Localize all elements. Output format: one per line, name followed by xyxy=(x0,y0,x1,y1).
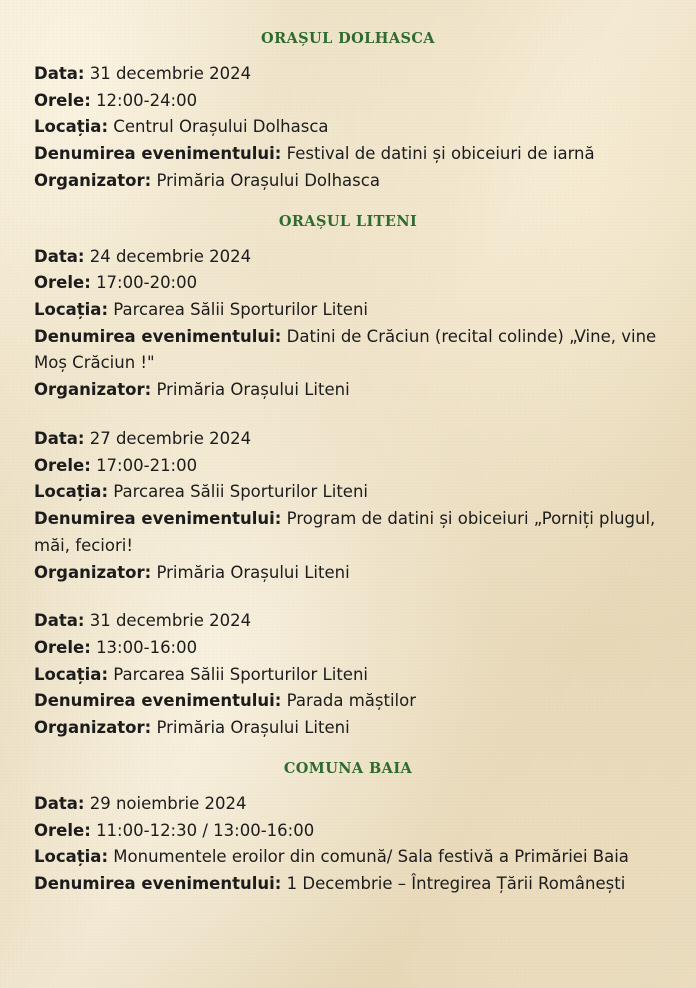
row-value: Parcarea Sălii Sporturilor Liteni xyxy=(113,664,368,684)
event-row-locatia xyxy=(34,662,662,689)
row-value: 11:00-12:30 / 13:00-16:00 xyxy=(96,820,315,840)
event-row-organizator xyxy=(34,168,662,195)
row-value: Primăria Orașului Liteni xyxy=(156,718,350,738)
row-value: Primăria Orașului Liteni xyxy=(156,562,350,582)
event-row-data xyxy=(34,608,662,635)
row-value: 31 decembrie 2024 xyxy=(89,64,252,83)
row-label: Data: xyxy=(34,428,85,448)
event-row-locatia xyxy=(34,114,662,141)
row-label: Denumirea evenimentului: xyxy=(34,326,282,346)
row-value: 13:00-16:00 xyxy=(96,637,198,657)
document-content xyxy=(34,30,662,898)
row-value: 17:00-20:00 xyxy=(96,273,198,293)
row-label: Denumirea evenimentului: xyxy=(34,509,282,529)
row-label: Denumirea evenimentului: xyxy=(34,144,282,164)
event-row-orele xyxy=(34,270,662,297)
row-value: 29 noiembrie 2024 xyxy=(89,793,247,813)
row-label: Data: xyxy=(34,793,85,813)
row-label: Locația: xyxy=(34,482,109,502)
row-value: 27 decembrie 2024 xyxy=(89,428,252,448)
row-label: Orele: xyxy=(34,637,91,657)
row-label: Orele: xyxy=(34,90,91,110)
row-value: 1 Decembrie – Întregirea Țării Românești xyxy=(286,873,626,893)
event-row-denumire xyxy=(34,324,662,377)
section-header-liteni xyxy=(34,213,662,230)
row-label: Data: xyxy=(34,246,85,266)
section-header-baia xyxy=(34,760,662,777)
row-value: Primăria Orașului Dolhasca xyxy=(156,170,380,190)
event-row-orele xyxy=(34,818,662,845)
spacer xyxy=(34,230,662,244)
section-title: ORAȘUL DOLHASCA xyxy=(261,30,435,47)
event-block xyxy=(34,244,662,404)
event-row-denumire xyxy=(34,141,662,168)
event-row-denumire xyxy=(34,688,662,715)
row-label: Organizator: xyxy=(34,170,152,190)
row-value: 17:00-21:00 xyxy=(96,455,198,475)
row-label: Denumirea evenimentului: xyxy=(34,691,282,711)
event-block xyxy=(34,426,662,586)
row-value: Monumentele eroilor din comună/ Sala festivă a Primăriei Baia xyxy=(113,847,629,867)
row-label: Locația: xyxy=(34,847,109,867)
row-label: Locația: xyxy=(34,300,109,320)
event-block xyxy=(34,791,662,898)
spacer xyxy=(34,195,662,213)
section-title: COMUNA BAIA xyxy=(283,759,413,777)
event-row-data xyxy=(34,791,662,818)
event-row-locatia xyxy=(34,844,662,871)
section-title: ORAȘUL LITENI xyxy=(278,212,418,230)
spacer xyxy=(34,742,662,760)
event-row-denumire xyxy=(34,871,662,898)
row-value: Primăria Orașului Liteni xyxy=(156,380,350,400)
row-value: Parcarea Sălii Sporturilor Liteni xyxy=(113,482,368,502)
event-row-denumire xyxy=(34,506,662,559)
event-row-orele xyxy=(34,453,662,480)
event-block xyxy=(34,608,662,742)
row-value: Parcarea Sălii Sporturilor Liteni xyxy=(113,300,368,320)
event-row-organizator xyxy=(34,715,662,742)
row-label: Organizator: xyxy=(34,562,152,582)
row-value: Festival de datini și obiceiuri de iarnă xyxy=(286,144,595,164)
event-row-data xyxy=(34,244,662,271)
row-label: Orele: xyxy=(34,820,91,840)
row-value: 31 decembrie 2024 xyxy=(89,611,252,631)
row-value: 12:00-24:00 xyxy=(96,90,198,110)
event-block xyxy=(34,61,662,195)
row-value: Parada măștilor xyxy=(286,691,416,711)
row-value: Program de datini și obiceiuri „Porniți plugul, măi, feciori! xyxy=(34,509,656,555)
event-row-organizator xyxy=(34,377,662,404)
row-label: Organizator: xyxy=(34,380,152,400)
event-row-orele xyxy=(34,635,662,662)
row-value: Centrul Orașului Dolhasca xyxy=(113,117,329,137)
row-label: Locația: xyxy=(34,117,109,137)
event-row-data xyxy=(34,426,662,453)
section-header-dolhasca xyxy=(34,30,662,47)
row-label: Orele: xyxy=(34,455,91,475)
spacer xyxy=(34,777,662,791)
event-row-locatia xyxy=(34,297,662,324)
spacer xyxy=(34,47,662,61)
event-row-orele xyxy=(34,88,662,115)
row-label: Data: xyxy=(34,64,85,83)
row-value: 24 decembrie 2024 xyxy=(89,246,252,266)
event-row-locatia xyxy=(34,479,662,506)
row-label: Organizator: xyxy=(34,718,152,738)
row-label: Orele: xyxy=(34,273,91,293)
event-row-data xyxy=(34,61,662,88)
row-value: Datini de Crăciun (recital colinde) „Vine, vine Moș Crăciun !" xyxy=(34,326,657,373)
spacer xyxy=(34,586,662,608)
row-label: Locația: xyxy=(34,664,109,684)
spacer xyxy=(34,404,662,426)
row-label: Data: xyxy=(34,611,85,631)
row-label: Denumirea evenimentului: xyxy=(34,873,282,893)
event-row-organizator xyxy=(34,560,662,587)
